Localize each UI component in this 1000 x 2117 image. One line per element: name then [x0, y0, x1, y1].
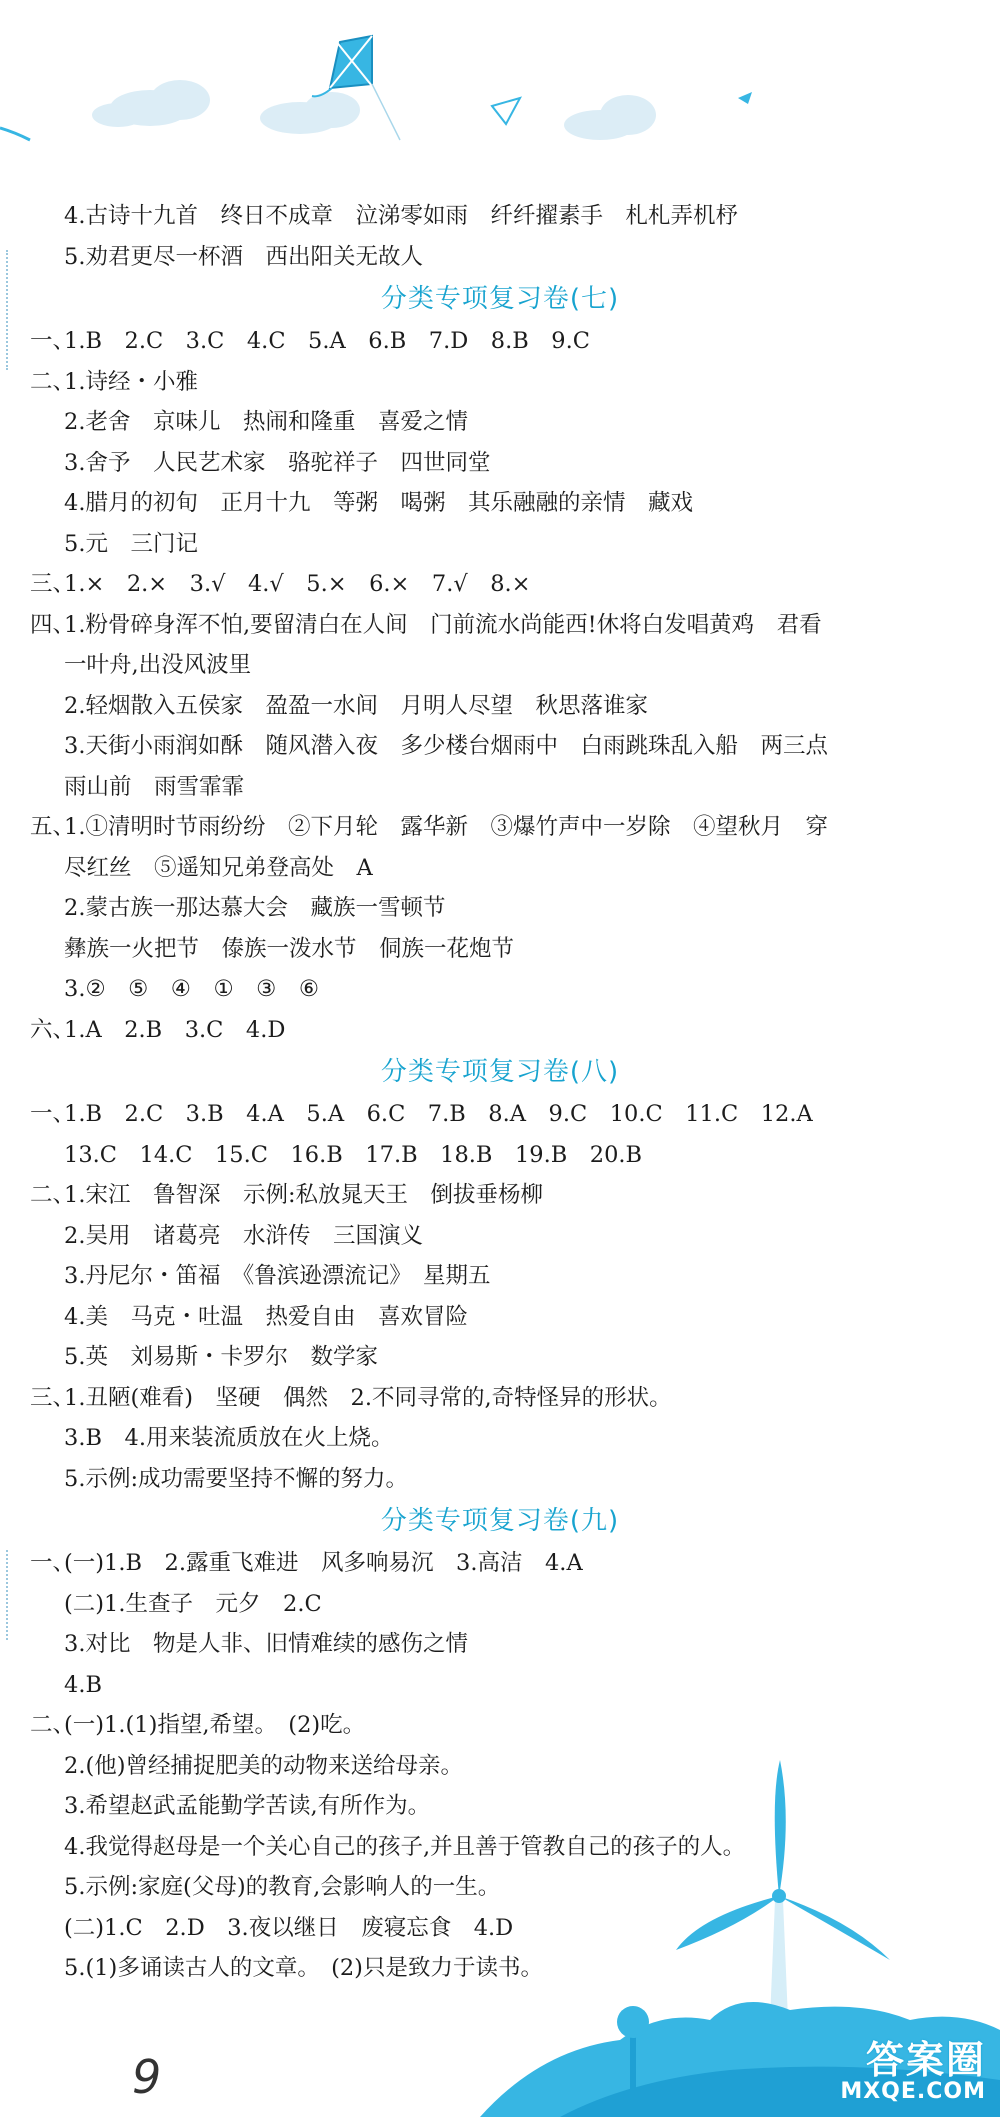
- question-group-number: 三、: [30, 571, 76, 597]
- page-number: 9: [132, 2050, 162, 2104]
- answer-text: 2.吴用 诸葛亮 水浒传 三国演义: [64, 1222, 423, 1249]
- answer-text: 1.诗经・小雅: [64, 368, 198, 395]
- answer-text: 2.老舍 京味儿 热闹和隆重 喜爱之情: [64, 409, 468, 435]
- answer-line: [0, 1624, 1000, 1665]
- question-group-number: 六、: [30, 1016, 76, 1043]
- answer-text: (一)1.B 2.露重飞难进 风多响易沉 3.高洁 4.A: [64, 1550, 583, 1576]
- answer-line: [0, 969, 1000, 1010]
- answer-line: [0, 1010, 1000, 1051]
- answer-line: [0, 807, 1000, 848]
- answer-line: [0, 524, 1000, 565]
- answer-line: [0, 1665, 1000, 1706]
- answer-line: [0, 645, 1000, 686]
- question-group-number: 三、: [30, 1384, 76, 1411]
- answer-text: 尽红丝 ⑤遥知兄弟登高处 A: [64, 854, 373, 881]
- question-group-number: 一、: [30, 1101, 76, 1127]
- answer-text: 3.天街小雨润如酥 随风潜入夜 多少楼台烟雨中 白雨跳珠乱入船 两三点: [64, 733, 828, 759]
- answer-line: [0, 1543, 1000, 1584]
- answer-line: [0, 1337, 1000, 1378]
- watermark-sub: MXQE.COM: [840, 2079, 986, 2104]
- answer-text: 5.示例:成功需要坚持不懈的努力。: [64, 1465, 409, 1492]
- question-group-number: 一、: [30, 1550, 76, 1576]
- answer-line: [0, 848, 1000, 889]
- answer-text: 1.丑陋(难看) 坚硬 偶然 2.不同寻常的,奇特怪异的形状。: [64, 1384, 672, 1411]
- answer-text: 3.丹尼尔・笛福 《鲁滨逊漂流记》 星期五: [64, 1263, 491, 1289]
- answer-text: 5.(1)多诵读古人的文章。 (2)只是致力于读书。: [64, 1955, 543, 1981]
- watermark: [840, 2040, 986, 2104]
- answer-text: 3.对比 物是人非、旧情难续的感伤之情: [64, 1631, 468, 1657]
- bird-icon: [738, 92, 752, 104]
- answer-line: [0, 1175, 1000, 1216]
- answer-line: [0, 1297, 1000, 1338]
- answer-text: 5.元 三门记: [64, 530, 198, 557]
- top-decoration: [0, 0, 1000, 170]
- answer-line: [0, 1256, 1000, 1297]
- section-heading: 分类专项复习卷(七): [380, 284, 620, 314]
- answer-text: 3.B 4.用来装流质放在火上烧。: [64, 1425, 394, 1451]
- answer-line: [0, 888, 1000, 929]
- watermark-main: 答案圈: [865, 2038, 986, 2082]
- answer-text: 1.粉骨碎身浑不怕,要留清白在人间 门前流水尚能西!休将白发唱黄鸡 君看: [64, 611, 822, 638]
- question-group-number: 一、: [30, 328, 76, 354]
- question-group-number: 五、: [30, 814, 76, 840]
- answer-text: 4.腊月的初旬 正月十九 等粥 喝粥 其乐融融的亲情 藏戏: [64, 490, 693, 516]
- answer-text: 1.B 2.C 3.B 4.A 5.A 6.C 7.B 8.A 9.C 10.C 11.C 12.A: [64, 1101, 813, 1127]
- answer-line: [0, 1418, 1000, 1459]
- answer-line: [0, 929, 1000, 970]
- answer-text: 2.(他)曾经捕捉肥美的动物来送给母亲。: [64, 1752, 464, 1779]
- answer-text: 4.美 马克・吐温 热爱自由 喜欢冒险: [64, 1303, 468, 1330]
- cloud-icon: [260, 92, 360, 134]
- answer-text: 雨山前 雨雪霏霏: [64, 773, 245, 800]
- answer-line: [0, 767, 1000, 808]
- answer-text: 13.C 14.C 15.C 16.B 17.B 18.B 19.B 20.B: [64, 1141, 643, 1168]
- answer-line: [0, 564, 1000, 605]
- small-kite-icon: [492, 98, 520, 124]
- answer-text: 1.A 2.B 3.C 4.D: [64, 1016, 286, 1043]
- answer-text: (二)1.生查子 元夕 2.C: [64, 1590, 322, 1617]
- cloud-icon: [92, 80, 210, 127]
- answer-line: [0, 196, 1000, 237]
- answer-text: 2.蒙古族一那达慕大会 藏族一雪顿节: [64, 895, 446, 921]
- wind-line-icon: [0, 128, 30, 140]
- question-group-number: 二、: [30, 1182, 76, 1208]
- answer-text: 5.示例:家庭(父母)的教育,会影响人的一生。: [64, 1874, 501, 1900]
- answer-text: 1.B 2.C 3.C 4.C 5.A 6.B 7.D 8.B 9.C: [64, 328, 590, 354]
- answer-text: 4.古诗十九首 终日不成章 泣涕零如雨 纤纤擢素手 札札弄机杼: [64, 203, 738, 229]
- answer-text: (二)1.C 2.D 3.夜以继日 废寝忘食 4.D: [64, 1914, 514, 1941]
- question-group-number: 二、: [30, 368, 76, 395]
- answer-line: [0, 726, 1000, 767]
- question-group-number: 四、: [30, 611, 76, 638]
- answer-text: 4.我觉得赵母是一个关心自己的孩子,并且善于管教自己的孩子的人。: [64, 1833, 746, 1860]
- answer-line: [0, 362, 1000, 403]
- answer-text: 4.B: [64, 1671, 103, 1698]
- answer-line: [0, 321, 1000, 362]
- cloud-icon: [564, 95, 656, 140]
- answer-text: 5.英 刘易斯・卡罗尔 数学家: [64, 1344, 378, 1370]
- section-heading: 分类专项复习卷(九): [380, 1506, 620, 1536]
- answer-line: [0, 1378, 1000, 1419]
- answer-text: 3.希望赵武孟能勤学苦读,有所作为。: [64, 1793, 431, 1819]
- answer-text: 1.宋江 鲁智深 示例:私放晁天王 倒拔垂杨柳: [64, 1182, 544, 1208]
- answer-line: [0, 483, 1000, 524]
- answer-text: 一叶舟,出没风波里: [64, 652, 252, 678]
- answer-line: [0, 605, 1000, 646]
- answer-text: 3.② ⑤ ④ ① ③ ⑥: [64, 976, 319, 1002]
- answer-line: [0, 1135, 1000, 1176]
- answer-line: [0, 1459, 1000, 1500]
- answer-line: [0, 237, 1000, 278]
- answer-text: 1.× 2.× 3.√ 4.√ 5.× 6.× 7.√ 8.×: [64, 571, 531, 597]
- answer-text: (一)1.(1)指望,希望。 (2)吃。: [64, 1712, 366, 1738]
- answer-line: [0, 1094, 1000, 1135]
- answer-line: [0, 443, 1000, 484]
- answer-text: 3.舍予 人民艺术家 骆驼祥子 四世同堂: [64, 449, 491, 476]
- answer-text: 2.轻烟散入五侯家 盈盈一水间 月明人尽望 秋思落谁家: [64, 692, 648, 719]
- section-heading: 分类专项复习卷(八): [380, 1057, 620, 1087]
- answer-line: [0, 686, 1000, 727]
- answer-text: 5.劝君更尽一杯酒 西出阳关无故人: [64, 243, 423, 270]
- question-group-number: 二、: [30, 1712, 76, 1738]
- answer-text: 1.①清明时节雨纷纷 ②下月轮 露华新 ③爆竹声中一岁除 ④望秋月 穿: [64, 814, 828, 840]
- answer-line: [0, 1584, 1000, 1625]
- answer-text: 彝族一火把节 傣族一泼水节 侗族一花炮节: [64, 935, 515, 962]
- answer-line: [0, 402, 1000, 443]
- answer-line: [0, 1216, 1000, 1257]
